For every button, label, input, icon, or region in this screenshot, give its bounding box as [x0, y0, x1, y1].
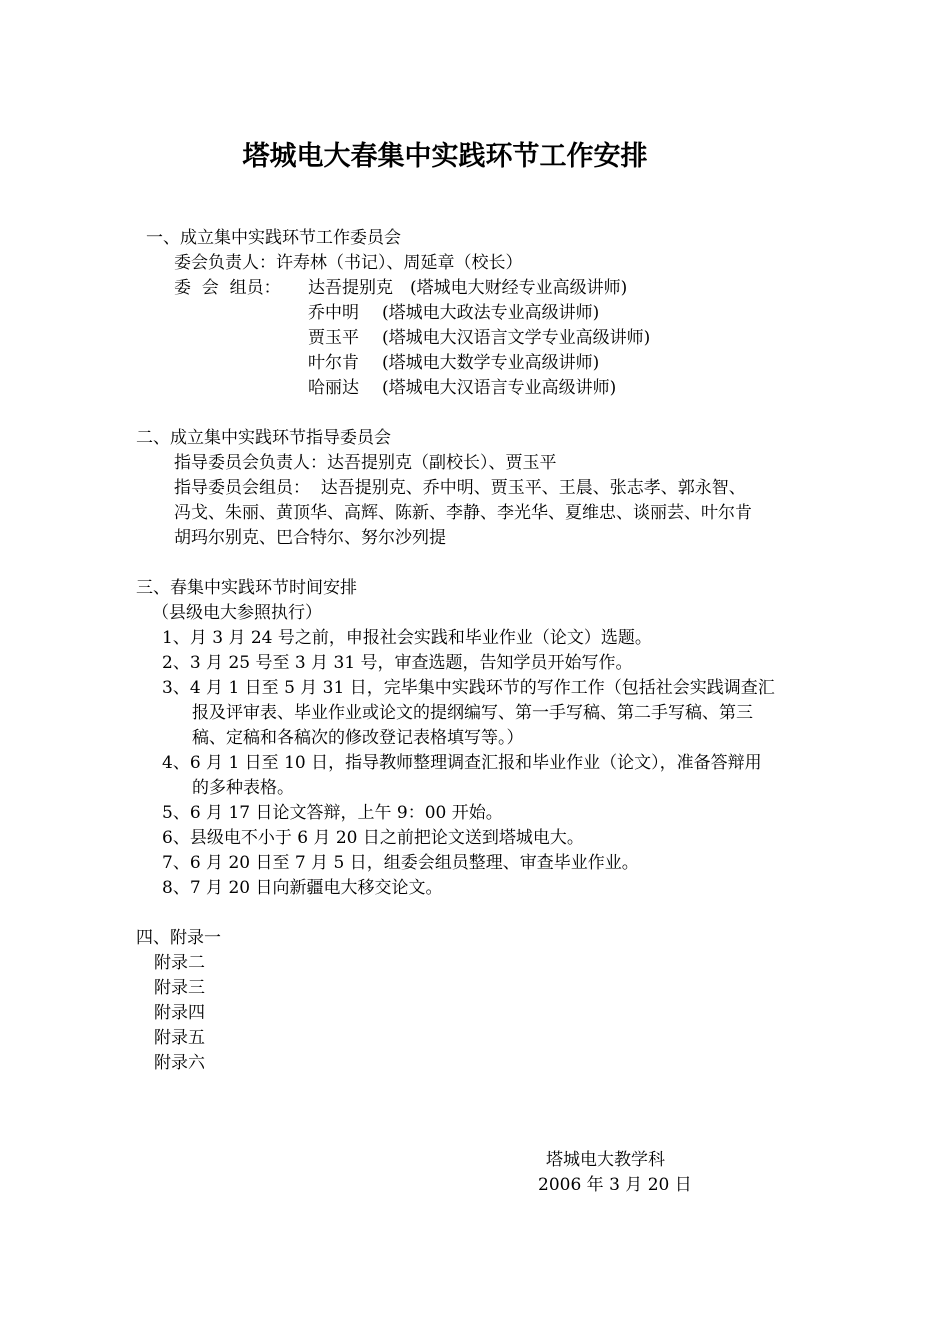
- section1-members-label: 委 会 组员：: [174, 278, 281, 298]
- member-title: (塔城电大数学专业高级讲师): [382, 353, 600, 373]
- section1-leaders: 委会负责人：许寿林（书记）、周延章（校长）: [174, 253, 523, 273]
- schedule-item: 4、6 月 1 日至 10 日，指导教师整理调查汇报和毕业作业（论文），准备答辩用: [162, 753, 762, 773]
- schedule-item: 8、7 月 20 日向新疆电大移交论文。: [162, 878, 443, 898]
- appendix-item: 附录三: [154, 978, 205, 998]
- member-title: (塔城电大汉语言专业高级讲师): [382, 378, 617, 398]
- appendix-item: 附录五: [154, 1028, 205, 1048]
- section2-members-line: 冯戈、朱丽、黄顶华、高辉、陈新、李静、李光华、夏维忠、谈丽芸、叶尔肯: [174, 503, 752, 523]
- schedule-item: 2、3 月 25 号至 3 月 31 号，审查选题，告知学员开始写作。: [162, 653, 633, 673]
- member-name: 哈丽达: [308, 378, 359, 398]
- schedule-item: 3、4 月 1 日至 5 月 31 日，完毕集中实践环节的写作工作（包括社会实践调查汇: [162, 678, 775, 698]
- signature-date: 2006 年 3 月 20 日: [538, 1175, 692, 1195]
- appendix-item: 附录四: [154, 1003, 205, 1023]
- schedule-item-continued: 稿、定稿和各稿次的修改登记表格填写等。）: [192, 728, 524, 748]
- section4-heading: 四、附录一: [136, 928, 221, 948]
- schedule-item: 1、月 3 月 24 号之前，申报社会实践和毕业作业（论文）选题。: [162, 628, 652, 648]
- schedule-item: 7、6 月 20 日至 7 月 5 日，组委会组员整理、审查毕业作业。: [162, 853, 639, 873]
- member-name: 叶尔肯: [308, 353, 359, 373]
- section2-leaders: 指导委员会负责人：达吾提别克（副校长）、贾玉平: [174, 453, 557, 473]
- member-title: (塔城电大财经专业高级讲师): [410, 278, 628, 298]
- member-title: (塔城电大汉语言文学专业高级讲师): [382, 328, 651, 348]
- schedule-item: 5、6 月 17 日论文答辩，上午 9：00 开始。: [162, 803, 503, 823]
- section2-heading: 二、成立集中实践环节指导委员会: [136, 428, 391, 448]
- member-title: (塔城电大政法专业高级讲师): [382, 303, 600, 323]
- member-name: 贾玉平: [308, 328, 359, 348]
- schedule-item-continued: 报及评审表、毕业作业或论文的提纲编写、第一手写稿、第二手写稿、第三: [192, 703, 753, 723]
- schedule-item-continued: 的多种表格。: [192, 778, 294, 798]
- signature-org: 塔城电大教学科: [546, 1150, 665, 1170]
- schedule-item: 6、县级电不小于 6 月 20 日之前把论文送到塔城电大。: [162, 828, 584, 848]
- section3-note: （县级电大参照执行）: [152, 603, 322, 623]
- section2-members-line: 指导委员会组员： 达吾提别克、乔中明、贾玉平、王晨、张志孝、郭永智、: [174, 478, 746, 498]
- section3-heading: 三、春集中实践环节时间安排: [136, 578, 357, 598]
- document-title: 塔城电大春集中实践环节工作安排: [242, 141, 648, 172]
- section2-members-line: 胡玛尔别克、巴合特尔、努尔沙列提: [174, 528, 446, 548]
- member-name: 乔中明: [308, 303, 359, 323]
- appendix-item: 附录二: [154, 953, 205, 973]
- member-name: 达吾提别克: [308, 278, 393, 298]
- appendix-item: 附录六: [154, 1053, 205, 1073]
- section1-heading: 一、成立集中实践环节工作委员会: [146, 228, 401, 248]
